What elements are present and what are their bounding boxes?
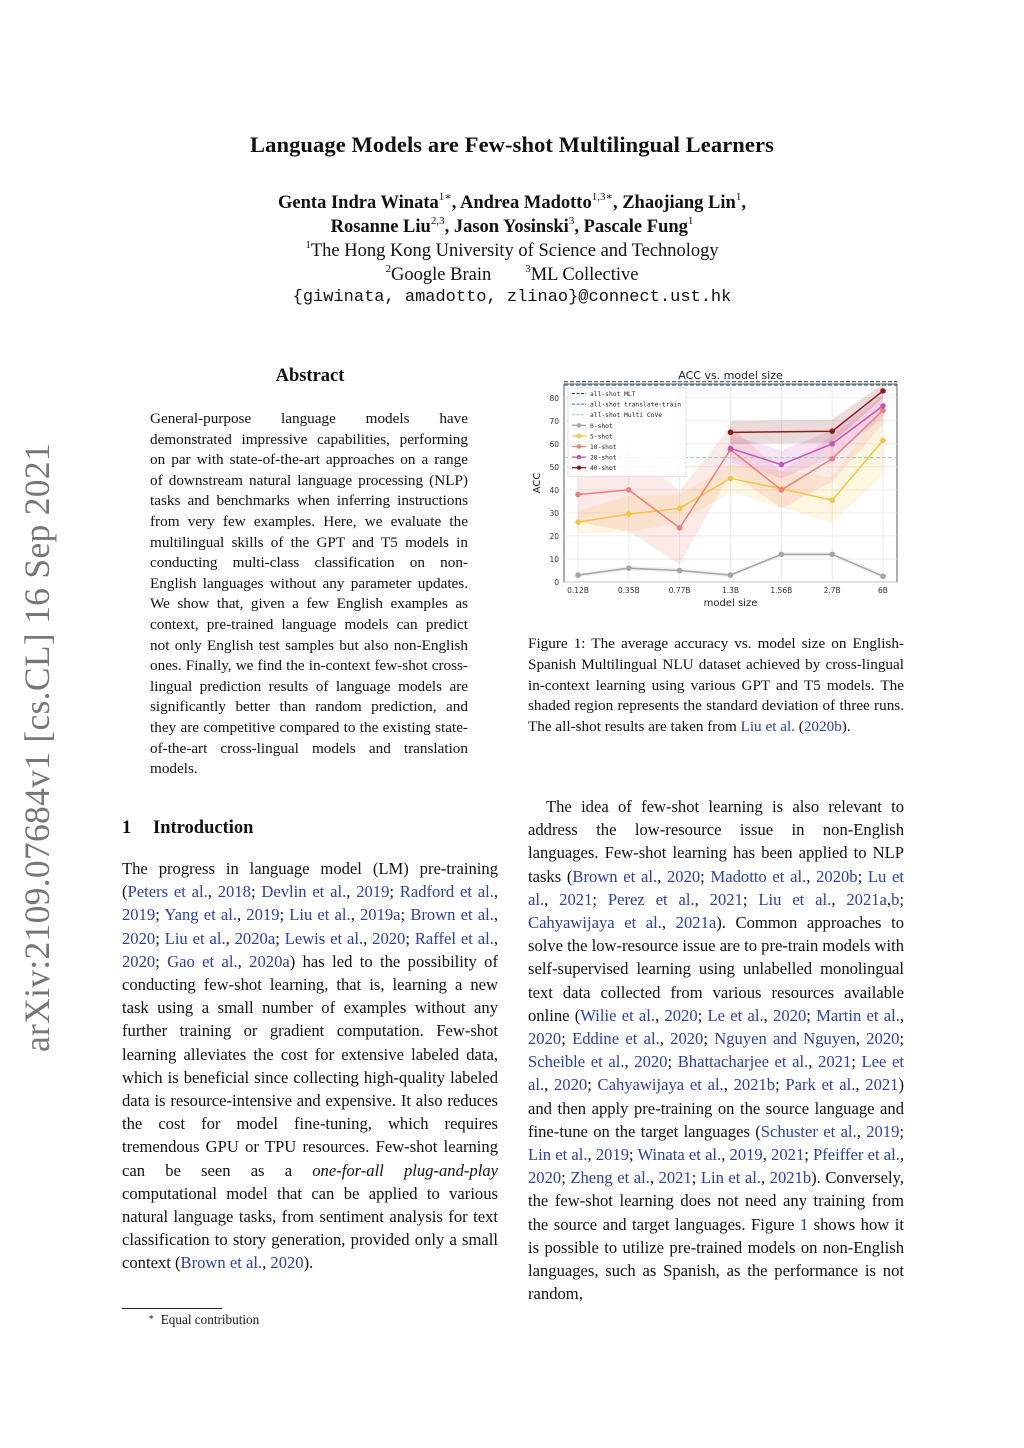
- section-title: Introduction: [153, 818, 254, 838]
- chart-title: ACC vs. model size: [678, 369, 783, 382]
- legend-label: 40-shot: [590, 465, 617, 473]
- y-tick-label: 70: [549, 416, 559, 426]
- citation-link[interactable]: 2021: [771, 1145, 805, 1165]
- legend-label: 10-shot: [590, 444, 617, 451]
- data-point: [728, 476, 734, 482]
- citation-link[interactable]: 2021: [709, 889, 743, 909]
- y-tick-label: 40: [549, 485, 559, 495]
- citation-link[interactable]: b: [891, 889, 900, 909]
- x-tick-label: 1.3B: [721, 586, 740, 595]
- affiliation: ML Collective: [530, 265, 639, 285]
- author-line-1: Genta Indra Winata$^{1∗}$, Andrea Madotto$^{1,3∗}$, Zhaojiang Lin$^1$,: [278, 191, 746, 213]
- citation-link[interactable]: Nguyen and Nguyen: [714, 1029, 856, 1049]
- citation-link[interactable]: 2020: [554, 1075, 588, 1095]
- legend-label: 5-shot: [590, 433, 613, 441]
- affiliation-line-2: $^2$Google Brain $^3$ML Collective: [385, 263, 639, 285]
- citation-link[interactable]: 2021b: [733, 1075, 776, 1095]
- citation-link[interactable]: 2021: [559, 889, 593, 909]
- citation-link[interactable]: 2021: [865, 1075, 899, 1095]
- affiliation-line-1: $^1$The Hong Kong University of Science and Technology: [305, 239, 719, 261]
- citation-link[interactable]: 2020: [122, 951, 156, 971]
- y-tick-label: 80: [549, 393, 559, 403]
- citation-link[interactable]: 2020b: [803, 718, 842, 736]
- citation-link[interactable]: 2019: [595, 1145, 630, 1165]
- data-point: [880, 388, 886, 394]
- x-tick-label: 1.56B: [770, 586, 793, 595]
- legend-label: all-shot translate-train: [590, 401, 681, 409]
- y-tick-label: 30: [549, 508, 559, 518]
- citation-link[interactable]: Lin et al.: [700, 1168, 761, 1188]
- citation-link[interactable]: Schuster et al.: [760, 1121, 857, 1141]
- citation-link[interactable]: Martin et al.: [816, 1005, 900, 1025]
- section-heading: [122, 818, 253, 839]
- citation-link[interactable]: Wilie et al.: [580, 1005, 656, 1025]
- data-point: [626, 511, 632, 517]
- citation-link[interactable]: Scheible et al.: [528, 1052, 625, 1072]
- author-affiliation-mark: 3: [568, 215, 575, 227]
- figure-reference-link[interactable]: 1: [799, 1214, 809, 1234]
- citation-link[interactable]: 2021: [818, 1052, 852, 1072]
- author-affiliation-mark: 1: [687, 215, 694, 227]
- citation-link[interactable]: Cahyawijaya et al.: [528, 913, 662, 933]
- data-point: [728, 446, 734, 452]
- author-line-2: Rosanne Liu$^{2,3}$, Jason Yosinski$^3$, Pascale Fung$^1$: [330, 215, 694, 237]
- legend-label: 20-shot: [590, 454, 617, 462]
- legend-label: 0-shot: [590, 422, 613, 430]
- citation-link[interactable]: 2019: [122, 905, 156, 925]
- data-point: [677, 506, 683, 512]
- x-tick-label: 0.77B: [668, 586, 691, 595]
- y-tick-label: 20: [549, 531, 559, 541]
- data-point: [575, 519, 581, 525]
- y-tick-label: 50: [549, 462, 559, 472]
- data-point: [829, 456, 835, 462]
- citation-link[interactable]: 2020: [122, 928, 156, 948]
- author-name: Pascale Fung: [583, 217, 688, 237]
- citation-link[interactable]: 2019: [356, 882, 390, 902]
- data-point: [575, 492, 581, 498]
- citation-link[interactable]: Lewis et al.: [284, 928, 364, 948]
- footnote-mark: ∗: [148, 1312, 155, 1322]
- affiliation: The Hong Kong University of Science and Technology: [310, 241, 719, 261]
- author-emails: {giwinata, amadotto, zlinao}@connect.ust.hk: [292, 288, 732, 307]
- section-number: 1: [122, 818, 132, 838]
- data-point: [728, 572, 734, 578]
- author-name: Rosanne Liu: [330, 217, 431, 237]
- legend-label: all-shot MLT: [590, 391, 636, 398]
- data-point: [880, 573, 886, 579]
- citation-link[interactable]: Devlin et al.: [261, 882, 347, 902]
- abstract-heading: Abstract: [275, 366, 345, 386]
- citation-link[interactable]: Lu et al.: [528, 866, 905, 909]
- citation-link[interactable]: 2020: [866, 1029, 900, 1049]
- chart-svg: [528, 366, 904, 616]
- data-point: [779, 487, 785, 493]
- citation-link[interactable]: Liu et al.: [758, 889, 832, 909]
- paper-title: Language Models are Few-shot Multilingual Learners: [250, 132, 774, 157]
- citation-link[interactable]: 2021a: [675, 913, 717, 933]
- intro-paragraph-2: The idea of few-shot learning is also relevant to address the low-resource issue in non-English languages. Few-shot learning has been applied to NLP tasks (Brown et al., 2020; Madotto et al., 2020b; Lu et al., 2021; Perez et al., 2021; Liu et al., 2021a,b; Cahyawijaya et al., 2021a). Common approaches to solve the low-resource issue are to pre-train models with self-supervised learning using unlabelled monolingual text data collected from various resources available online (Wilie et al., 2020; Le et al., 2020; Martin et al., 2020; Eddine et al., 2020; Nguyen and Nguyen, 2020; Scheible et al., 2020; Bhattacharjee et al., 2021; Lee et al., 2020; Cahyawijaya et al., 2021b; Park et al., 2021) and then apply pre-training on the source language and fine-tune on the target languages (Schuster et al., 2019; Lin et al., 2019; Winata et al., 2019, 2021; Pfeiffer et al., 2020; Zheng et al., 2021; Lin et al., 2021b). Conversely, the few-shot learning does not need any training from the source and target languages. Figure 1 shows how it is possible to utilize pre-trained models on non-English languages, such as Spanish, as the performance is not random,: [528, 797, 905, 1304]
- figure-1-chart: [528, 366, 904, 616]
- citation-link[interactable]: 2018: [217, 882, 251, 902]
- citation-link[interactable]: 2019: [866, 1121, 900, 1141]
- y-axis-label: ACC: [532, 472, 543, 494]
- x-tick-label: 0.35B: [617, 586, 640, 595]
- citation-link[interactable]: 2020: [773, 1005, 807, 1025]
- footnote: [148, 1312, 259, 1328]
- author-affiliation-mark: 1: [735, 191, 742, 203]
- legend-marker: [577, 455, 581, 459]
- data-point: [880, 403, 886, 409]
- legend-marker: [577, 444, 581, 448]
- citation-link[interactable]: Zheng et al.: [570, 1168, 650, 1188]
- data-point: [626, 565, 632, 571]
- x-tick-label: 2.7B: [823, 586, 841, 595]
- y-tick-label: 60: [549, 439, 559, 449]
- data-point: [575, 572, 581, 578]
- citation-link[interactable]: 2020: [670, 1029, 704, 1049]
- y-tick-label: 10: [549, 554, 559, 564]
- data-point: [779, 552, 785, 558]
- author-affiliation-mark: 2,3: [430, 215, 445, 227]
- citation-link[interactable]: 2020: [666, 866, 701, 886]
- data-point: [829, 497, 835, 503]
- data-point: [829, 552, 835, 558]
- x-tick-label: 6B: [878, 586, 888, 595]
- citation-link[interactable]: 2020: [528, 1029, 562, 1049]
- data-point: [829, 441, 835, 447]
- citation-link[interactable]: Liu et al.: [164, 928, 226, 948]
- citation-link[interactable]: 2020: [528, 1168, 562, 1188]
- arxiv-identifier: arXiv:2109.07684v1 [cs.CL] 16 Sep 2021: [17, 443, 57, 1052]
- citation-link[interactable]: Yang et al.: [164, 905, 237, 925]
- citation-link[interactable]: 2020: [664, 1005, 698, 1025]
- author-name: Jason Yosinski: [453, 217, 569, 237]
- data-point: [626, 487, 632, 493]
- citation-link[interactable]: 2019: [246, 905, 280, 925]
- citation-link[interactable]: Pfeiffer et al.: [813, 1145, 900, 1165]
- citation-link[interactable]: Lee et al.: [528, 1052, 904, 1095]
- legend-marker: [577, 423, 581, 427]
- data-point: [677, 568, 683, 574]
- author-name: Genta Indra Winata: [278, 193, 439, 213]
- citation-link[interactable]: Peters et al.: [127, 882, 208, 902]
- legend-marker: [577, 434, 581, 438]
- citation-link[interactable]: Cahyawijaya et al.: [597, 1075, 724, 1095]
- citation-link[interactable]: 2021a: [846, 889, 887, 909]
- legend-marker: [577, 466, 581, 470]
- citation-link[interactable]: Raffel et al.: [414, 928, 494, 948]
- citation-link[interactable]: Liu et al.: [289, 905, 351, 925]
- affiliation: Google Brain: [391, 265, 492, 285]
- data-point: [880, 438, 886, 444]
- citation-link[interactable]: Bhattacharjee et al.: [677, 1052, 809, 1072]
- citation-link[interactable]: Park et al.: [785, 1075, 856, 1095]
- citation-link[interactable]: Radford et al.: [399, 882, 494, 902]
- citation-link[interactable]: Liu et al.: [740, 718, 795, 736]
- citation-link[interactable]: Brown et al.: [410, 905, 494, 925]
- x-axis-label: model size: [703, 598, 758, 609]
- citation-link[interactable]: 2021b: [769, 1168, 812, 1188]
- citation-link[interactable]: Brown et al.: [180, 1253, 263, 1273]
- citation-link[interactable]: 2020a: [249, 951, 290, 971]
- citation-link[interactable]: Gao et al.: [167, 951, 238, 971]
- citation-link[interactable]: Lin et al.: [528, 1145, 588, 1165]
- data-point: [677, 525, 683, 531]
- emphasis-text: one-for-all plug-and-play: [312, 1160, 498, 1180]
- citation-link[interactable]: Perez et al.: [607, 889, 695, 909]
- intro-paragraph-1: The progress in language model (LM) pre-training (Peters et al., 2018; Devlin et al., 2019; Radford et al., 2019; Yang et al., 2019; Liu et al., 2019a; Brown et al., 2020; Liu et al., 2020a; Lewis et al., 2020; Raffel et al., 2020; Gao et al., 2020a) has led to the possibility of conducting few-shot learning, that is, learning a new task using a small number of examples without any further training or gradient computation. Few-shot learning alleviates the cost for extensive labeled data, which is beneficial since collecting high-quality labeled data is resource-intensive and expensive. It also reduces the cost for model fine-tuning, which requires tremendous GPU or TPU resources. Few-shot learning can be seen as a one-for-all plug-and-play computational model that can be applied to various natural language tasks, from sentiment analysis for text classification to story generation, provided only a small context (Brown et al., 2020).: [122, 859, 499, 1273]
- author-affiliation-mark: 1,3∗: [591, 191, 613, 203]
- citation-link[interactable]: Eddine et al.: [572, 1029, 660, 1049]
- citation-link[interactable]: 2019a: [359, 905, 401, 925]
- citation-link[interactable]: 2020b: [816, 866, 858, 886]
- citation-link[interactable]: 2020: [372, 928, 406, 948]
- legend-label: all-shot Multi CoVe: [590, 412, 663, 420]
- citation-link[interactable]: Le et al.: [707, 1005, 764, 1025]
- citation-link[interactable]: 2019: [729, 1145, 763, 1165]
- citation-link[interactable]: 2020a: [234, 928, 276, 948]
- citation-link[interactable]: Brown et al.: [572, 866, 658, 886]
- citation-link[interactable]: 2020: [634, 1052, 668, 1072]
- footnote-text: Equal contribution: [160, 1312, 260, 1327]
- citation-link[interactable]: Madotto et al.: [710, 866, 807, 886]
- citation-link[interactable]: 2020: [270, 1253, 304, 1273]
- x-tick-label: 0.12B: [567, 586, 589, 595]
- data-point: [728, 430, 734, 436]
- data-point: [779, 462, 785, 468]
- author-affiliation-mark: 1∗: [438, 191, 452, 203]
- data-point: [829, 428, 835, 434]
- author-name: Zhaojiang Lin: [622, 193, 736, 213]
- figure-1-caption: Figure 1: The average accuracy vs. model size on English-Spanish Multilingual NLU dataset achieved by cross-lingual in-context learning using various GPT and T5 models. The shaded region represents the standard deviation of three runs. The all-shot results are taken from Liu et al. (2020b).: [528, 635, 904, 736]
- author-name: Andrea Madotto: [459, 193, 592, 213]
- abstract-text: General-purpose language models have demonstrated impressive capabilities, performing on par with state-of-the-art approaches on a range of downstream natural language processing (NLP) tasks and benchmarks when inferring instructions from very few examples. Here, we evaluate the multilingual skills of the GPT and T5 models in conducting multi-class classification on non-English languages without any parameter updates. We show that, given a few English examples as context, pre-trained language models can predict not only English test samples but also non-English ones. Finally, we find the in-context few-shot cross-lingual prediction results of language models are significantly better than random prediction, and they are competitive compared to the existing state-of-the-art cross-lingual models and translation models.: [150, 410, 468, 778]
- y-tick-label: 0: [554, 578, 559, 587]
- citation-link[interactable]: Winata et al.: [637, 1145, 722, 1165]
- citation-link[interactable]: 2021: [658, 1168, 692, 1188]
- footnote-rule: [122, 1308, 222, 1309]
